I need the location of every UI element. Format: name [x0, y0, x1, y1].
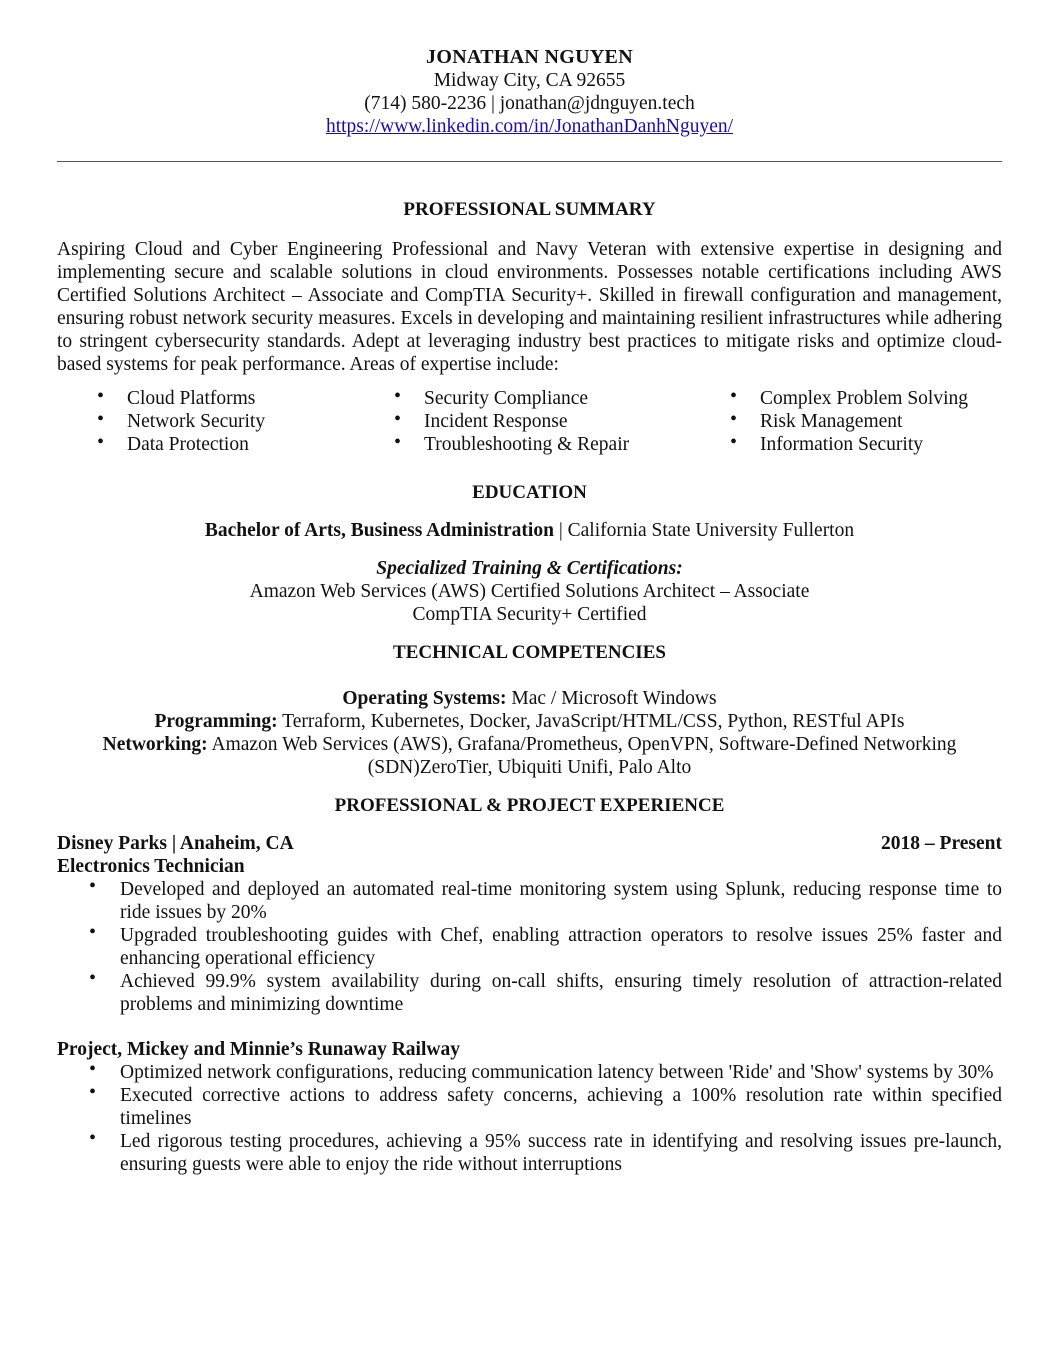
degree-line: [57, 519, 1002, 542]
resume-page: [57, 46, 1002, 1176]
header: [57, 46, 1002, 138]
expertise-item: • Network Security: [97, 410, 394, 433]
competency-label: Networking:: [102, 734, 208, 755]
job-role: Electronics Technician: [57, 856, 245, 877]
employer-row: [57, 832, 1002, 855]
contact-line: (714) 580-2236 | jonathan@jdnguyen.tech: [364, 93, 695, 114]
expertise-item: • Information Security: [730, 433, 968, 456]
expertise-column: [730, 387, 968, 456]
expertise-column: [97, 387, 394, 456]
expertise-item: • Data Protection: [97, 433, 394, 456]
certification: CompTIA Security+ Certified: [412, 604, 647, 625]
competency-value: Amazon Web Services (AWS), Grafana/Prometheus, OpenVPN, Software-Defined Networking (SDN)ZeroTier, Ubiquiti Unifi, Palo Alto: [207, 734, 957, 778]
expertise-item: • Incident Response: [394, 410, 730, 433]
candidate-name: JONATHAN NGUYEN: [426, 46, 633, 68]
project-title: Project, Mickey and Minnie’s Runaway Railway: [57, 1039, 460, 1060]
school: California State University Fullerton: [567, 520, 855, 541]
competency-row: [57, 733, 1002, 779]
competency-row: [57, 710, 1002, 733]
expertise-column: [394, 387, 730, 456]
competency-label: Programming:: [154, 711, 278, 732]
employer: Disney Parks | Anaheim, CA: [57, 833, 294, 854]
experience-title: PROFESSIONAL & PROJECT EXPERIENCE: [334, 795, 725, 816]
competencies-title: TECHNICAL COMPETENCIES: [393, 642, 666, 663]
list-item: • Developed and deployed an automated real-time monitoring system using Splunk, reducing response time to ride issues by 20%: [120, 878, 1002, 924]
list-item: • Executed corrective actions to address safety concerns, achieving a 100% resolution rate within specified timelines: [120, 1084, 1002, 1130]
competency-label: Operating Systems:: [342, 688, 507, 709]
competency-value: Terraform, Kubernetes, Docker, JavaScript/HTML/CSS, Python, RESTful APIs: [277, 711, 905, 732]
list-item: • Achieved 99.9% system availability during on-call shifts, ensuring timely resolution of attraction-related problems and minimizing downtime: [120, 970, 1002, 1016]
competency-value: Mac / Microsoft Windows: [506, 688, 717, 709]
location: Midway City, CA 92655: [433, 70, 626, 91]
expertise-item: • Risk Management: [730, 410, 968, 433]
list-item: • Optimized network configurations, reducing communication latency between 'Ride' and 'Show' systems by 30%: [120, 1061, 1002, 1084]
summary-text: Aspiring Cloud and Cyber Engineering Professional and Navy Veteran with extensive expertise in designing and implementing secure and scalable solutions in cloud environments. Possesses notable certifications including AWS Certified Solutions Architect – Associate and CompTIA Security+. Skilled in firewall configuration and management, ensuring robust network security measures. Excels in developing and maintaining resilient infrastructures while adhering to stringent cybersecurity standards. Adept at leveraging industry best practices to mitigate risks and optimize cloud-based systems for peak performance. Areas of expertise include:: [57, 239, 1002, 375]
expertise-grid: [57, 387, 1002, 456]
employment-dates: 2018 – Present: [881, 833, 1002, 854]
expertise-item: • Complex Problem Solving: [730, 387, 968, 410]
expertise-item: • Security Compliance: [394, 387, 730, 410]
degree-separator: |: [553, 520, 568, 541]
degree: Bachelor of Arts, Business Administration: [204, 520, 554, 541]
project-bullets: [57, 1061, 1002, 1176]
linkedin-link[interactable]: https://www.linkedin.com/in/JonathanDanhNguyen/: [325, 116, 734, 137]
list-item: • Upgraded troubleshooting guides with Chef, enabling attraction operators to resolve issues 25% faster and enhancing operational efficiency: [120, 924, 1002, 970]
competency-row: [57, 687, 1002, 710]
education-title: EDUCATION: [472, 482, 587, 503]
training-title: Specialized Training & Certifications:: [376, 558, 683, 579]
list-item: • Led rigorous testing procedures, achieving a 95% success rate in identifying and resolving issues pre-launch, ensuring guests were able to enjoy the ride without interruptions: [120, 1130, 1002, 1176]
expertise-item: • Cloud Platforms: [97, 387, 394, 410]
certification: Amazon Web Services (AWS) Certified Solutions Architect – Associate: [249, 581, 810, 602]
header-divider: [57, 161, 1002, 162]
job-bullets: [57, 878, 1002, 1016]
expertise-item: • Troubleshooting & Repair: [394, 433, 730, 456]
summary-title: PROFESSIONAL SUMMARY: [403, 199, 656, 220]
